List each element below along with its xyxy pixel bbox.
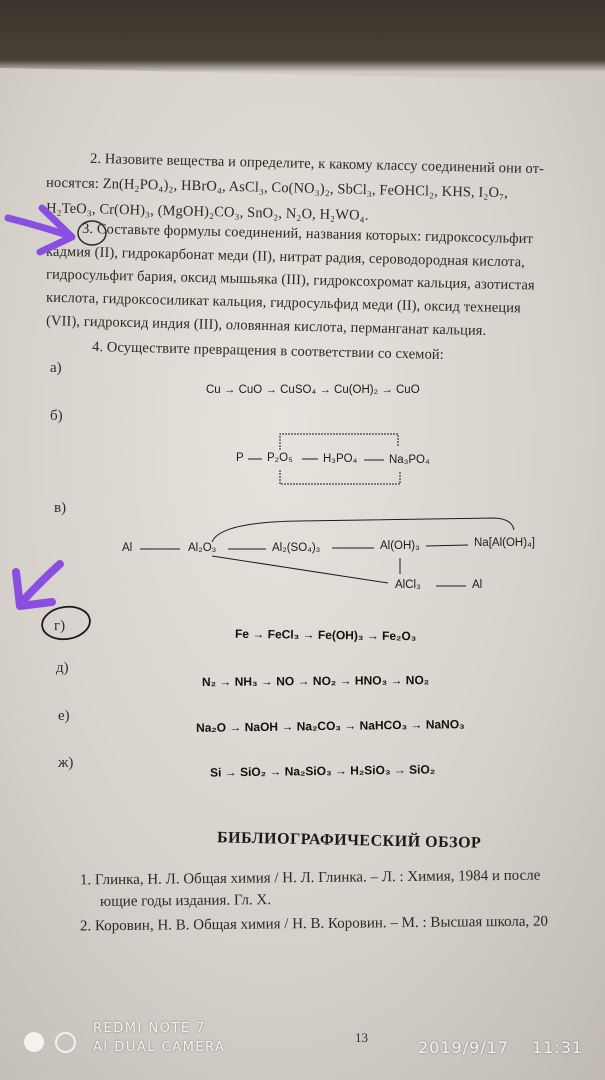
scheme-a: Cu → CuO → CuSO₄ → Cu(OH)₂ → CuO xyxy=(206,384,420,396)
ref1-line1: 1. Глинка, Н. Л. Общая химия / Н. Л. Глинка. – Л. : Химия, 1984 и после xyxy=(79,867,541,889)
circle-mark-task3 xyxy=(78,221,106,245)
bibliography-heading: БИБЛИОГРАФИЧЕСКИЙ ОБЗОР xyxy=(216,829,482,852)
label-a: а) xyxy=(50,360,62,376)
scheme-v-naaloh4: Na[Al(OH)₄] xyxy=(474,537,535,549)
task4-title: 4. Осуществите превращения в соответствии со схемой: xyxy=(91,339,445,363)
scheme-zh: Si → SiO₂ → Na₂SiO₃ → H₂SiO₃ → SiO₂ xyxy=(209,762,436,780)
task3-line5: (VII), гидроксид индия (III), оловянная кислота, перманганат кальция. xyxy=(45,313,487,339)
label-b: б) xyxy=(50,408,63,424)
scheme-b-p2o5: P₂O₅ xyxy=(267,452,293,464)
scheme-v-aloh3: Al(OH)₃ xyxy=(380,540,420,552)
task3-line3: гидросульфит бария, оксид мышьяка (III), гидроксохромат кальция, азотистая xyxy=(45,266,535,294)
label-d: д) xyxy=(56,660,69,676)
scheme-d: N₂ → NH₃ → NO → NO₂ → HNO₃ → NO₂ xyxy=(201,673,430,689)
purple-arrow-task3 xyxy=(8,208,72,252)
scheme-v-al2so4: Al₂(SO₄)₃ xyxy=(272,542,321,554)
ref1-line2: ющие годы издания. Гл. X. xyxy=(99,892,272,910)
watermark-date: 2019/9/17 xyxy=(418,1038,510,1057)
watermark-camera: AI DUAL CAMERA xyxy=(93,1040,226,1055)
watermark-dot-outline-icon xyxy=(55,1032,76,1053)
task2-line2: носятся: Zn(H₂PO₄)₂, HBrO₄, AsCl₃, Co(NO₃)₂, SbCl₃, FeOHCl₂, KHS, I₂O₇, xyxy=(45,174,509,202)
scheme-b-h3po4: H₃PO₄ xyxy=(323,453,358,465)
watermark-time: 11:31 xyxy=(532,1038,584,1057)
scheme-v-alcl3: AlCl₃ xyxy=(395,579,421,591)
task3-line4: кислота, гидроксосиликат кальция, гидросульфид меди (II), оксид технеция xyxy=(45,289,522,317)
scheme-b-p: P xyxy=(236,452,244,464)
scheme-e: Na₂O → NaOH → Na₂CO₃ → NaHCO₃ → NaNO₃ xyxy=(195,717,465,735)
scheme-v-al-end: Al xyxy=(472,579,483,591)
circle-mark-task4g xyxy=(40,604,92,642)
page-number: 13 xyxy=(355,1030,368,1045)
task3-line1: 3. Составьте формулы соединений, названия которых: гидроксосульфит xyxy=(81,220,534,248)
purple-arrow-task4g xyxy=(16,564,60,606)
scheme-g: Fe → FeCl₃ → Fe(OH)₃ → Fe₂O₃ xyxy=(234,626,417,644)
scheme-v-al2o3: Al₂O₃ xyxy=(188,542,217,554)
scheme-b-na3po4: Na₃PO₄ xyxy=(389,454,430,466)
task2-line3: H₂TeO₃, Cr(OH)₃, (MgOH)₂CO₃, SnO₂, N₂O, H₂WO₄. xyxy=(45,200,369,224)
watermark-dot-filled-icon xyxy=(24,1032,44,1052)
label-e: е) xyxy=(58,708,70,724)
watermark-model: REDMI NOTE 7 xyxy=(93,1021,206,1036)
label-zh: ж) xyxy=(58,755,74,771)
label-v: в) xyxy=(54,500,67,516)
label-g: г) xyxy=(54,618,66,634)
task2-line1: 2. Назовите вещества и определите, к какому классу соединений они от- xyxy=(89,150,545,178)
ref2-line1: 2. Коровин, Н. В. Общая химия / Н. В. Коровин. – М. : Высшая школа, 20 xyxy=(79,913,549,935)
task3-line2: кадмия (II), гидрокарбонат меди (II), нитрат радия, сероводородная кислота, xyxy=(45,243,526,271)
scheme-v-al: Al xyxy=(122,542,133,554)
